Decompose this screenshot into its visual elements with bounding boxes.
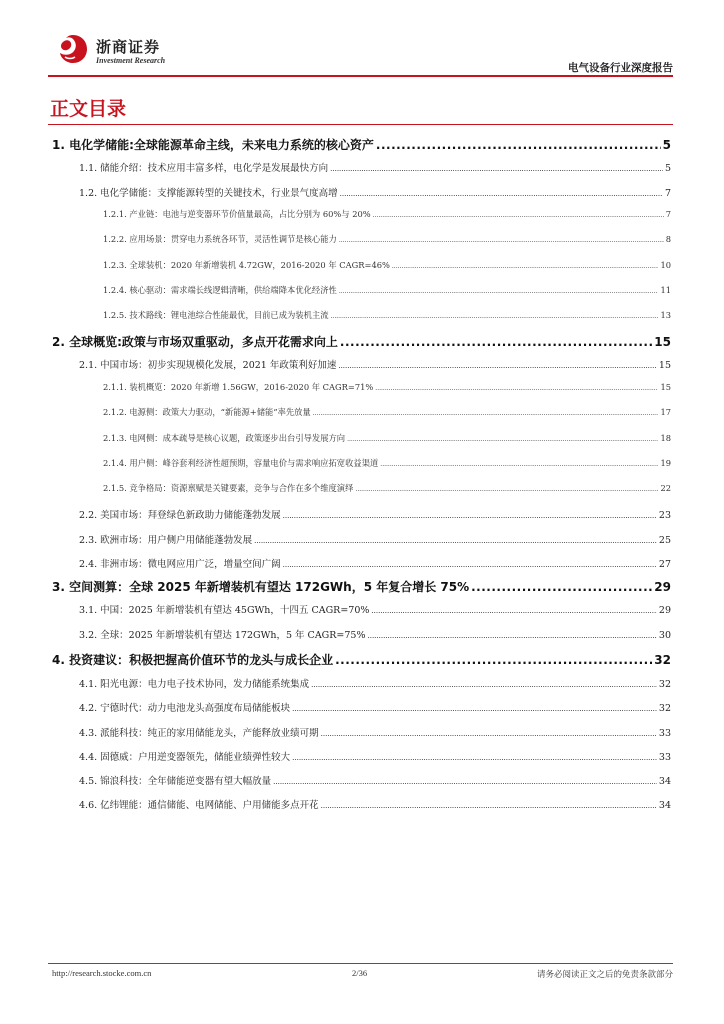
toc-leader-dots xyxy=(254,537,657,545)
toc-title: 正文目录 xyxy=(50,98,127,120)
toc-entry-page: 15 xyxy=(660,382,671,392)
toc-entry-title: 3. 空间测算：全球 2025 年新增装机有望达 172GWh，5 年复合增长 75% xyxy=(52,580,470,594)
toc-entry-level2[interactable] xyxy=(79,507,671,521)
toc-entry-level3[interactable] xyxy=(103,482,671,494)
toc-leader-dots xyxy=(283,561,657,569)
toc-leader-dots xyxy=(375,385,658,392)
toc-leader-dots xyxy=(347,436,658,443)
toc-entry-title: 2.1.1. 装机概览：2020 年新增 1.56GW，2016-2020 年 CAGR=71% xyxy=(103,382,374,392)
report-type: 电气设备行业深度报告 xyxy=(568,62,673,74)
toc-entry-level3[interactable] xyxy=(103,233,671,245)
toc-leader-dots xyxy=(380,461,658,468)
toc-leader-dots xyxy=(338,362,657,370)
toc-entry-level2[interactable] xyxy=(79,532,671,546)
toc-entry-title: 1.2.2. 应用场景：贯穿电力系统各环节，灵活性调节是核心能力 xyxy=(103,234,337,244)
toc-entry-page: 15 xyxy=(658,360,671,371)
toc-entry-level2[interactable] xyxy=(79,676,671,690)
toc-entry-page: 13 xyxy=(660,310,671,320)
toc-entry-page: 7 xyxy=(665,209,671,219)
toc-entry-page: 17 xyxy=(660,407,671,417)
toc-entry-level2[interactable] xyxy=(79,797,671,811)
toc-entry-level2[interactable] xyxy=(79,556,671,570)
toc-entry-level2[interactable] xyxy=(79,627,671,641)
toc-entry-page: 18 xyxy=(660,433,671,443)
toc-leader-dots xyxy=(313,410,659,417)
toc-leader-dots xyxy=(355,486,658,493)
toc-entry-page: 8 xyxy=(665,234,671,244)
toc-entry-level3[interactable] xyxy=(103,457,671,469)
toc-entry-title: 2.1.5. 竞争格局：资源禀赋是关键要素，竞争与合作在多个维度演绎 xyxy=(103,483,354,493)
toc-entry-level2[interactable] xyxy=(79,749,671,763)
toc-entry-title: 1. 电化学储能:全球能源革命主线，未来电力系统的核心资产 xyxy=(52,138,374,152)
toc-leader-dots xyxy=(339,288,659,295)
toc-entry-page: 5 xyxy=(662,138,671,152)
toc-entry-title: 2.1. 中国市场：初步实现规模化发展，2021 年政策利好加速 xyxy=(79,360,337,371)
toc-entry-page: 33 xyxy=(658,728,671,739)
toc-entry-page: 34 xyxy=(658,776,671,787)
toc-leader-dots xyxy=(311,681,657,689)
footer-divider xyxy=(48,963,673,964)
toc-entry-page: 30 xyxy=(658,630,671,641)
page-number: 2/36 xyxy=(352,968,368,978)
toc-entry-page: 10 xyxy=(660,260,671,270)
toc-entry-level3[interactable] xyxy=(103,208,671,220)
disclaimer-note: 请务必阅读正文之后的免责条款部分 xyxy=(536,970,673,980)
toc-entry-title: 4.3. 派能科技：纯正的家用储能龙头，产能释放业绩可期 xyxy=(79,728,319,739)
toc-leader-dots xyxy=(331,313,659,320)
toc-entry-level3[interactable] xyxy=(103,284,671,296)
brand-tagline: Investment Research xyxy=(96,56,166,65)
toc-entry-level2[interactable] xyxy=(79,725,671,739)
toc-entry-title: 1.1. 储能介绍：技术应用丰富多样，电化学是发展最快方向 xyxy=(79,163,329,174)
toc-entry-title: 2.1.4. 用户侧：峰谷套利经济性超预期，容量电价与需求响应拓宽收益渠道 xyxy=(103,458,379,468)
toc-entry-title: 1.2.3. 全球装机：2020 年新增装机 4.72GW，2016-2020 年 CAGR=46% xyxy=(103,260,390,270)
toc-entry-page: 32 xyxy=(658,679,671,690)
toc-entry-level1[interactable] xyxy=(52,651,671,668)
toc-entry-level2[interactable] xyxy=(79,185,671,199)
toc-leader-dots xyxy=(371,607,657,615)
toc-leader-dots xyxy=(273,778,657,786)
footer-url-link[interactable]: http://research.stocke.com.cn xyxy=(52,968,152,978)
toc-entry-level2[interactable] xyxy=(79,700,671,714)
brand-name: 浙商证券 xyxy=(96,38,161,56)
toc-entry-page: 32 xyxy=(654,653,671,667)
toc-entry-page: 27 xyxy=(658,559,671,570)
toc-entry-page: 34 xyxy=(658,800,671,811)
toc-leader-dots xyxy=(471,580,652,594)
toc-entry-page: 19 xyxy=(660,458,671,468)
toc-leader-dots xyxy=(292,705,657,713)
toc-entry-page: 32 xyxy=(658,703,671,714)
toc-entry-page: 15 xyxy=(654,335,671,349)
toc-entry-title: 4.5. 锦浪科技：全年储能逆变器有望大幅放量 xyxy=(79,776,272,787)
toc-leader-dots xyxy=(283,512,657,520)
toc-entry-page: 23 xyxy=(658,510,671,521)
toc-entry-page: 25 xyxy=(658,535,671,546)
toc-leader-dots xyxy=(321,802,657,810)
toc-entry-title: 3.2. 全球：2025 年新增装机有望达 172GWh，5 年 CAGR=75% xyxy=(79,630,366,641)
toc-leader-dots xyxy=(376,138,661,152)
toc-leader-dots xyxy=(368,632,657,640)
toc-entry-title: 2.2. 美国市场：拜登绿色新政助力储能蓬勃发展 xyxy=(79,510,281,521)
toc-leader-dots xyxy=(321,730,657,738)
toc-entry-page: 29 xyxy=(658,605,671,616)
toc-entry-page: 33 xyxy=(658,752,671,763)
toc-entry-title: 2.4. 非洲市场：微电网应用广泛，增量空间广阔 xyxy=(79,559,281,570)
title-divider xyxy=(48,124,673,125)
toc-entry-page: 5 xyxy=(664,163,671,174)
toc-entry-level2[interactable] xyxy=(79,357,671,371)
toc-entry-page: 22 xyxy=(660,483,671,493)
toc-entry-title: 2.3. 欧洲市场：用户侧户用储能蓬勃发展 xyxy=(79,535,253,546)
toc-entry-title: 1.2.1. 产业链：电池与逆变器环节价值量最高，占比分别为 60%与 20% xyxy=(103,209,371,219)
toc-entry-title: 1.2. 电化学储能：支撑能源转型的关键技术，行业景气度高增 xyxy=(79,188,338,199)
toc-entry-title: 2.1.3. 电网侧：成本疏导是核心议题，政策逐步出台引导发展方向 xyxy=(103,433,346,443)
toc-entry-title: 4.4. 固德威：户用逆变器领先，储能业绩弹性较大 xyxy=(79,752,291,763)
toc-leader-dots xyxy=(330,165,663,173)
toc-leader-dots xyxy=(340,335,652,349)
toc-leader-dots xyxy=(392,263,659,270)
toc-leader-dots xyxy=(340,190,663,198)
toc-entry-level2[interactable] xyxy=(79,160,671,174)
toc-entry-title: 2.1.2. 电源侧：政策大力驱动，“新能源+储能”率先放量 xyxy=(103,407,311,417)
toc-entry-level3[interactable] xyxy=(103,432,671,444)
brand-logo-icon xyxy=(57,33,89,65)
toc-leader-dots xyxy=(373,212,664,219)
toc-leader-dots xyxy=(339,237,664,244)
toc-entry-title: 4. 投资建议：积极把握高价值环节的龙头与成长企业 xyxy=(52,653,334,667)
toc-entry-level3[interactable] xyxy=(103,381,671,393)
toc-entry-level2[interactable] xyxy=(79,602,671,616)
toc-entry-level1[interactable] xyxy=(52,578,671,595)
page-header xyxy=(48,30,673,78)
toc-entry-page: 7 xyxy=(664,188,671,199)
toc-entry-title: 1.2.5. 技术路线：锂电池综合性能最优，目前已成为装机主流 xyxy=(103,310,329,320)
toc-entry-title: 1.2.4. 核心驱动：需求端长线逻辑清晰，供给端降本优化经济性 xyxy=(103,285,337,295)
toc-leader-dots xyxy=(292,754,657,762)
toc-entry-title: 4.6. 亿纬锂能：通信储能、电网储能、户用储能多点开花 xyxy=(79,800,319,811)
header-divider xyxy=(48,75,673,77)
toc-entry-level1[interactable] xyxy=(52,333,671,350)
toc-entry-title: 3.1. 中国：2025 年新增装机有望达 45GWh，十四五 CAGR=70% xyxy=(79,605,370,616)
toc-entry-level3[interactable] xyxy=(103,259,671,271)
toc-leader-dots xyxy=(335,653,652,667)
toc-entry-title: 4.1. 阳光电源：电力电子技术协同，发力储能系统集成 xyxy=(79,679,310,690)
toc-entry-page: 11 xyxy=(660,285,671,295)
toc-entry-title: 2. 全球概览:政策与市场双重驱动，多点开花需求向上 xyxy=(52,335,338,349)
toc-entry-level1[interactable] xyxy=(52,136,671,153)
toc-entry-level3[interactable] xyxy=(103,309,671,321)
toc-entry-level3[interactable] xyxy=(103,406,671,418)
toc-entry-title: 4.2. 宁德时代：动力电池龙头高强度布局储能板块 xyxy=(79,703,291,714)
toc-entry-page: 29 xyxy=(654,580,671,594)
toc-entry-level2[interactable] xyxy=(79,773,671,787)
